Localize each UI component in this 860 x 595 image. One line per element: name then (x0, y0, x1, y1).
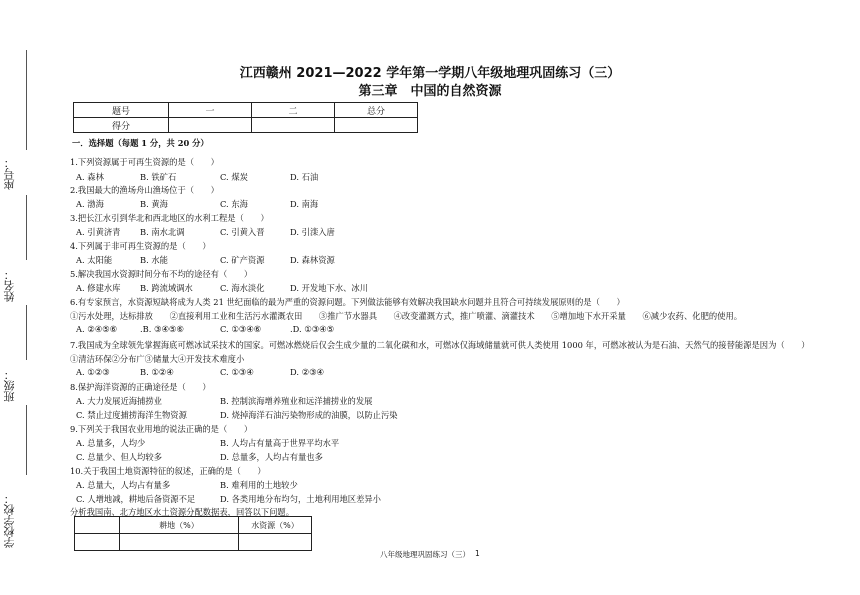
section-heading: 一．选择题（每题 1 分，共 20 分） (72, 138, 209, 148)
option: D. 森林资源 (290, 255, 335, 265)
option: B. 铁矿石 (140, 172, 177, 182)
table-header-cell: 水资源（%） (239, 517, 312, 534)
option: C. 矿产资源 (220, 255, 265, 265)
table-row (75, 534, 312, 551)
question-5: 5.解决我国水资源时间分布不均的途径有（ ） (70, 269, 253, 279)
class-label: 班级： (3, 369, 16, 402)
page-number: 1 (475, 549, 480, 558)
option: C. 海水淡化 (220, 283, 265, 293)
school-label: 学校学校： (3, 493, 16, 548)
table-cell: 题号 (74, 103, 169, 118)
option: D. 各类用地分布均匀，土地利用地区差异小 (220, 494, 381, 504)
question-6: 6.有专家预言，水资源短缺将成为人类 21 世纪面临的最为严重的资源问题。下列做法能够有效解决我国缺水问题并且符合可持续发展原则的是（ ） (70, 297, 625, 307)
option: D. 石油 (290, 172, 319, 182)
option: C. 引黄入晋 (220, 227, 265, 237)
option: D. 开发地下水、冰川 (290, 283, 369, 293)
table-cell (75, 534, 120, 551)
option: A. ①②③ (76, 367, 110, 377)
option: D. 南海 (290, 199, 319, 209)
question-3: 3.把长江水引到华北和西北地区的水利工程是（ ） (70, 213, 269, 223)
option: A. 总量多，人均少 (76, 438, 146, 448)
option: A. 森林 (76, 172, 104, 182)
table-cell (239, 534, 312, 551)
name-label: 姓名： (3, 269, 16, 302)
option: B. 黄海 (140, 199, 168, 209)
question-1: 1.下列资源属于可再生资源的是（ ） (70, 157, 219, 167)
option: A. 总量大，人均占有量多 (76, 480, 171, 490)
question-8: 8.保护海洋资源的正确途径是（ ） (70, 382, 211, 392)
table-row (74, 103, 418, 118)
score-input-cell[interactable] (252, 118, 335, 133)
option: C. 煤炭 (220, 172, 248, 182)
name-line-top (26, 195, 27, 260)
question-10: 10.关于我国土地资源特征的叙述，正确的是（ ） (70, 466, 266, 476)
option: D. 烧掉海洋石油污染物形成的油膜，以防止污染 (220, 410, 398, 420)
table-row (74, 118, 418, 133)
question-9: 9.下列关于我国农业用地的说法正确的是（ ） (70, 424, 253, 434)
school-line (26, 405, 27, 475)
option: D. ②③④ (290, 367, 324, 377)
option: A. 大力发展近海捕捞业 (76, 396, 162, 406)
question-6-statements: ①污水处理，达标排放 ②直接利用工业和生活污水灌溉农田 ③推广节水器具 ④改变灌溉方式，推广喷灌、滴灌技术 ⑤增加地下水开采量 ⑥减少农药、化肥的使用。 (70, 311, 743, 321)
score-input-cell[interactable] (169, 118, 252, 133)
class-line-top (26, 305, 27, 360)
table-cell: 总分 (335, 103, 418, 118)
analysis-intro: 分析我国南、北方地区水土资源分配数据表，回答以下问题。 (70, 507, 295, 517)
option: B. 人均占有量高于世界平均水平 (220, 438, 340, 448)
table-header-cell (75, 517, 120, 534)
option: A. 渤海 (76, 199, 104, 209)
score-table (73, 102, 418, 133)
option: B. 跨流域调水 (140, 283, 193, 293)
question-7: 7.我国成为全球领先掌握海底可燃冰试采技术的国家。可燃冰燃烧后仅会生成少量的二氧化碳和水，可燃冰仅海域储量就可供人类使用 1000 年，可燃冰被认为是石油、天然气的接替能源是因为（ ） (70, 340, 810, 350)
question-4: 4.下列属于非可再生资源的是（ ） (70, 241, 211, 251)
option: A. 修建水库 (76, 283, 121, 293)
footer-text: 八年级地理巩固练习（三） (380, 550, 470, 559)
question-2: 2.我国最大的渔场舟山渔场位于（ ） (70, 185, 219, 195)
option: B. 控制滨海增养殖业和远洋捕捞业的发展 (220, 396, 373, 406)
option: B. 难利用的土地较少 (220, 480, 298, 490)
table-cell: 一 (169, 103, 252, 118)
option: B. 水能 (140, 255, 168, 265)
page-title: 江西赣州 2021—2022 学年第一学期八年级地理巩固练习（三） (239, 66, 621, 81)
chapter-title: 第三章 中国的自然资源 (358, 84, 502, 99)
option: A. 引黄济青 (76, 227, 121, 237)
water-land-table (74, 516, 312, 551)
table-cell: 得分 (74, 118, 169, 133)
option: A. ②④⑤⑥ (76, 324, 118, 334)
option: C. 总量少、但人均较多 (76, 452, 162, 462)
seat-label: 座号： (3, 157, 16, 190)
option: C. 禁止过度捕捞海洋生物资源 (76, 410, 187, 420)
option: C. ①③④ (220, 367, 254, 377)
option: .D. ①③④⑤ (290, 324, 335, 334)
option: B. ①②④ (140, 367, 174, 377)
option: A. 太阳能 (76, 255, 113, 265)
option: C. ①③④⑥ (220, 324, 262, 334)
table-cell (120, 534, 239, 551)
table-header-cell: 耕地（%） (120, 517, 239, 534)
option: C. 东海 (220, 199, 248, 209)
score-input-cell[interactable] (335, 118, 418, 133)
table-cell: 二 (252, 103, 335, 118)
table-row (75, 517, 312, 534)
option: .B. ③④⑤⑥ (140, 324, 184, 334)
option: D. 总量多，人均占有量也多 (220, 452, 323, 462)
option: B. 南水北调 (140, 227, 185, 237)
option: C. 人增地减，耕地后备资源不足 (76, 494, 196, 504)
question-7-statements: ①清洁环保②分布广③储量大④开发技术难度小 (70, 354, 245, 364)
option: D. 引滦入唐 (290, 227, 335, 237)
